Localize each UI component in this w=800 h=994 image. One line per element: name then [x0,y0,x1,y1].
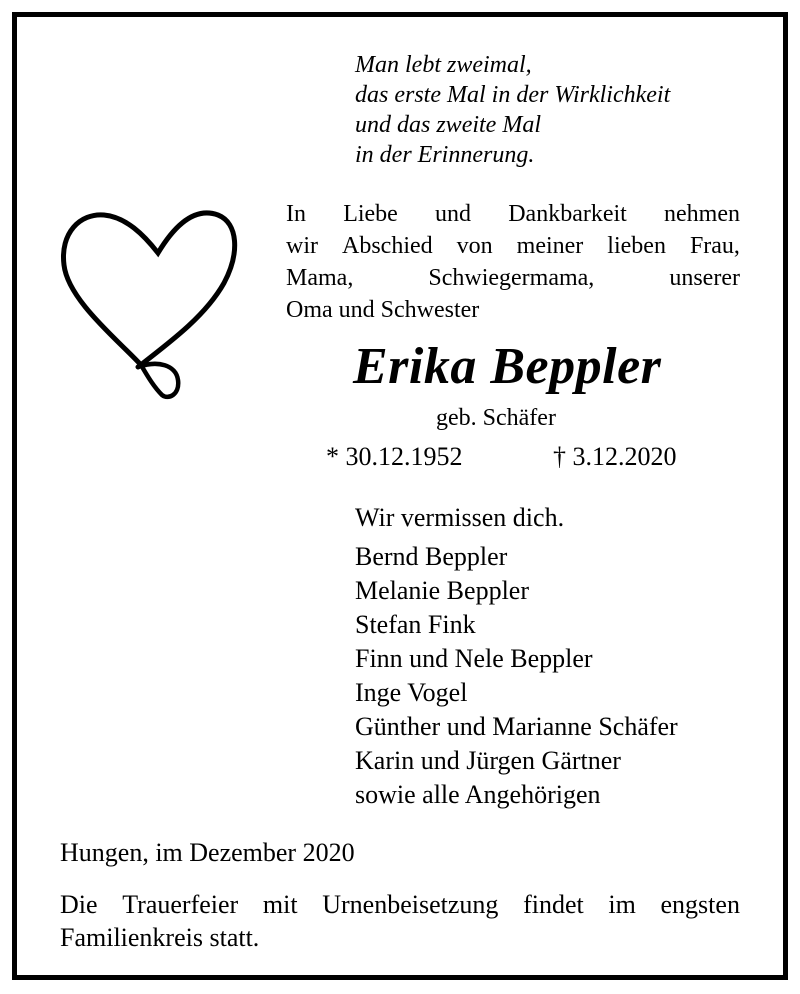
mourner-name: Inge Vogel [355,678,468,707]
intro-line: Oma und Schwester [286,297,480,323]
quote-line: das erste Mal in der Wirklichkeit [355,82,671,108]
intro-line [286,198,740,230]
birth-name: geb. Schäfer [436,405,556,431]
quote-line: und das zweite Mal [355,112,541,138]
quote-line: in der Erinnerung. [355,142,535,168]
note-word: mit [262,890,298,919]
intro-word: meiner [516,233,584,259]
intro-word: Mama, [286,265,354,291]
death-date: † 3.12.2020 [553,442,677,471]
mourner-name: Bernd Beppler [355,542,508,571]
mourner-name: Karin und Jürgen Gärtner [355,746,621,775]
mourners-list [355,540,678,812]
intro-word: Liebe [343,201,398,227]
intro-word: von [456,233,493,259]
note-word: im [608,890,636,919]
note-word: Trauerfeier [122,890,239,919]
intro-text [286,198,740,326]
intro-word: In [286,201,306,227]
note-line [60,888,740,921]
place-and-date: Hungen, im Dezember 2020 [60,838,355,867]
note-line: Familienkreis statt. [60,923,260,952]
mourner-name: Günther und Marianne Schäfer [355,712,678,741]
quote-line: Man lebt zweimal, [355,52,532,78]
intro-word: wir [286,233,318,259]
ceremony-note [60,888,740,954]
intro-word: und [435,201,472,227]
memorial-quote [355,50,670,170]
mourner-name: Melanie Beppler [355,576,529,605]
intro-word: unserer [669,265,740,291]
intro-word: Dankbarkeit [508,201,627,227]
intro-word: Abschied [342,233,433,259]
note-word: findet [523,890,584,919]
intro-word: nehmen [664,201,740,227]
note-word: Die [60,890,98,919]
intro-word: Schwiegermama, [428,265,595,291]
mourner-name: Finn und Nele Beppler [355,644,593,673]
heart-outline-icon [58,205,240,400]
farewell-line: Wir vermissen dich. [355,503,565,532]
intro-word: Frau, [689,233,740,259]
note-word: engsten [660,890,740,919]
intro-word: lieben [607,233,666,259]
intro-line [286,262,740,294]
deceased-name: Erika Beppler [353,338,662,395]
mourner-name: Stefan Fink [355,610,476,639]
intro-line [286,230,740,262]
mourner-name: sowie alle Angehörigen [355,780,601,809]
birth-date: * 30.12.1952 [326,442,463,471]
note-word: Urnenbeisetzung [322,890,499,919]
